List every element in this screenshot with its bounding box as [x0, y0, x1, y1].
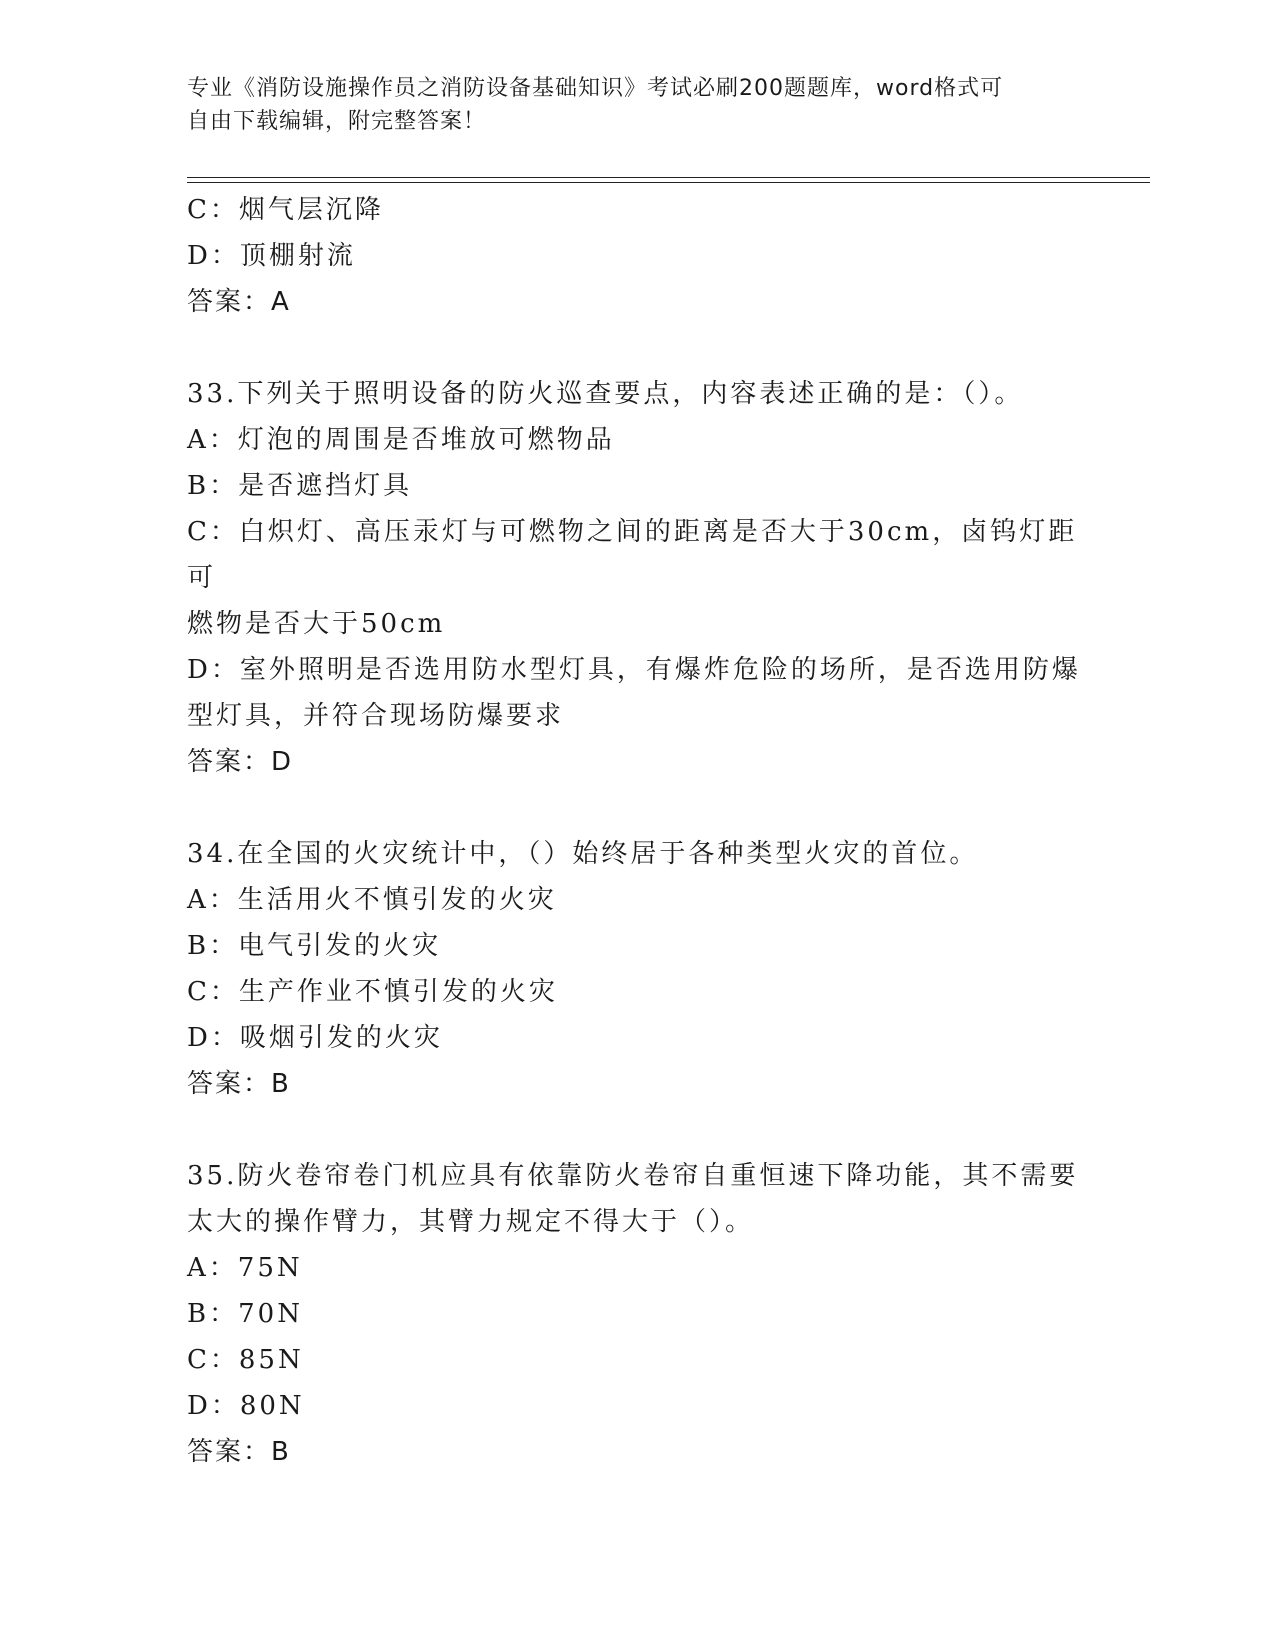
option-a: A：灯泡的周围是否堆放可燃物品: [187, 425, 615, 455]
option-c: C：85N: [187, 1345, 304, 1375]
document-header: [187, 72, 1067, 138]
option-d: D：吸烟引发的火灾: [187, 1023, 443, 1053]
spacer: [187, 325, 1087, 371]
question-list: [187, 187, 1087, 1475]
answer: 答案：B: [187, 1437, 291, 1467]
option-b: B：电气引发的火灾: [187, 931, 442, 961]
option-d: D：室外照明是否选用防水型灯具，有爆炸危险的场所，是否选用防爆: [187, 655, 1081, 685]
option-d: D：80N: [187, 1391, 305, 1421]
option-c: C：白炽灯、高压汞灯与可燃物之间的距离是否大于30cm，卤钨灯距可: [187, 517, 1078, 593]
header-divider-bottom: [187, 182, 1150, 183]
question-35: [187, 1153, 1087, 1475]
option-b: B：是否遮挡灯具: [187, 471, 413, 501]
question-34: [187, 831, 1087, 1107]
option-d: D：顶棚射流: [187, 241, 356, 271]
header-line-2: 自由下载编辑，附完整答案！: [187, 109, 487, 134]
spacer: [187, 785, 1087, 831]
answer: 答案：A: [187, 287, 291, 317]
spacer: [187, 1107, 1087, 1153]
previous-question-tail: [187, 187, 1087, 325]
header-divider-top: [187, 177, 1150, 178]
answer: 答案：D: [187, 747, 294, 777]
option-a: A：生活用火不慎引发的火灾: [187, 885, 557, 915]
header-line-1: 专业《消防设施操作员之消防设备基础知识》考试必刷200题题库，word格式可: [187, 76, 1004, 101]
option-c-continued: 燃物是否大于50cm: [187, 609, 446, 639]
question-stem: 33.下列关于照明设备的防火巡查要点，内容表述正确的是：（）。: [187, 379, 1024, 409]
option-c: C：生产作业不慎引发的火灾: [187, 977, 558, 1007]
option-a: A：75N: [187, 1253, 303, 1283]
question-stem: 34.在全国的火灾统计中，（）始终居于各种类型火灾的首位。: [187, 839, 979, 869]
option-c: C：烟气层沉降: [187, 195, 384, 225]
answer: 答案：B: [187, 1069, 291, 1099]
question-33: [187, 371, 1087, 785]
question-stem-continued: 太大的操作臂力，其臂力规定不得大于（）。: [187, 1207, 755, 1237]
question-stem: 35.防火卷帘卷门机应具有依靠防火卷帘自重恒速下降功能，其不需要: [187, 1161, 1079, 1191]
option-b: B：70N: [187, 1299, 303, 1329]
option-d-continued: 型灯具，并符合现场防爆要求: [187, 701, 565, 731]
